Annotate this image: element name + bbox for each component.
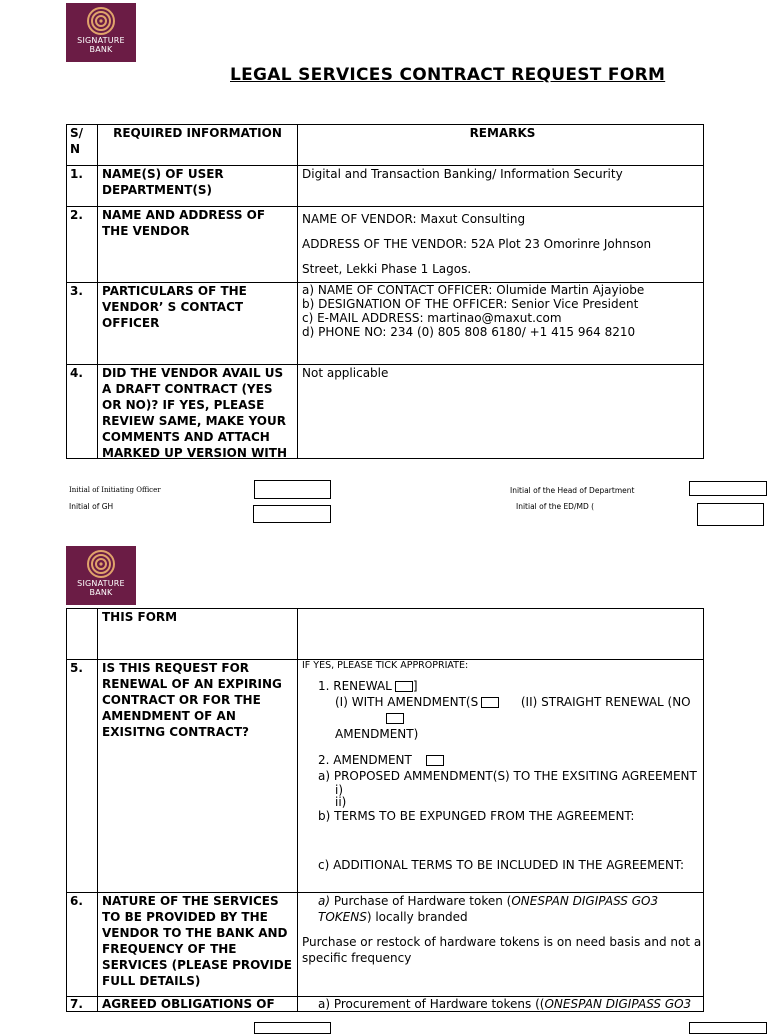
row-value [298, 660, 704, 893]
contact-officer-email: c) E-MAIL ADDRESS: martinao@maxut.com [302, 311, 562, 325]
gh-label: Initial of GH [69, 502, 114, 511]
row-number: 1. [67, 166, 98, 207]
vendor-name: NAME OF VENDOR: Maxut Consulting [302, 212, 526, 226]
logo-text-line2: BANK [89, 588, 113, 597]
proposed-amendments: a) PROPOSED AMMENDMENT(S) TO THE EXSITING AGREEMENT [318, 769, 697, 783]
renewal-checkbox[interactable] [395, 681, 413, 692]
row-label: NATURE OF THE SERVICES TO BE PROVIDED BY THE VENDOR TO THE BANK AND FREQUENCY OF THE SERVICES (PLEASE PROVIDE FULL DETAILS) [98, 893, 298, 997]
page-title: LEGAL SERVICES CONTRACT REQUEST FORM [230, 65, 666, 85]
row-number: 6. [67, 893, 98, 997]
table-row [67, 283, 704, 365]
table-row [67, 166, 704, 207]
row-number: 5. [67, 660, 98, 893]
tick-instruction: IF YES, PLEASE TICK APPROPRIATE: [302, 660, 469, 671]
form-table-page2 [66, 608, 704, 1012]
logo-text-line1: SIGNATURE [77, 36, 125, 45]
initiating-officer-label: Initial of Initiating Officer [69, 486, 161, 494]
row-value: a) Procurement of Hardware tokens ((ONESPAN DIGIPASS GO3 [298, 997, 704, 1012]
header-sn: S/N [67, 125, 98, 166]
spiral-logo-icon [86, 549, 116, 579]
bank-logo [66, 3, 136, 62]
row-label: NAME AND ADDRESS OF THE VENDOR [98, 207, 298, 283]
row-label: PARTICULARS OF THE VENDOR’ S CONTACT OFFICER [98, 283, 298, 365]
header-remarks: REMARKS [298, 125, 704, 166]
row-label: DID THE VENDOR AVAIL US A DRAFT CONTRACT (YES OR NO)? IF YES, PLEASE REVIEW SAME, MAKE YOUR COMMENTS AND ATTACH MARKED UP VERSION WITH [98, 365, 298, 459]
row-number: 7. [67, 997, 98, 1012]
row-value [298, 283, 704, 365]
hod-initial-box[interactable] [689, 481, 767, 496]
logo-text-line2: BANK [89, 45, 113, 54]
initiating-officer-initial-box[interactable] [254, 480, 331, 499]
vendor-address-line2: Street, Lekki Phase 1 Lagos. [302, 262, 472, 276]
straight-renewal-checkbox[interactable] [386, 713, 404, 724]
with-amendment-checkbox[interactable] [481, 697, 499, 708]
edmd-label: Initial of the ED/MD ( [516, 502, 595, 511]
amendment-close-text: AMENDMENT) [335, 727, 419, 741]
vendor-address-line1: ADDRESS OF THE VENDOR: 52A Plot 23 Omorinre Johnson [302, 237, 652, 251]
row-number: 4. [67, 365, 98, 459]
row-label: AGREED OBLIGATIONS OF [98, 997, 298, 1012]
additional-terms: c) ADDITIONAL TERMS TO BE INCLUDED IN THE AGREEMENT: [318, 858, 685, 872]
bank-logo [66, 546, 136, 605]
table-header-row [67, 125, 704, 166]
row-value [298, 207, 704, 283]
header-required-information: REQUIRED INFORMATION [98, 125, 298, 166]
gh-initial-box[interactable] [253, 505, 331, 523]
service-frequency-note: Purchase or restock of hardware tokens is on need basis and not a specific frequency [302, 935, 702, 965]
renewal-label: 1. RENEWAL [318, 679, 392, 693]
spiral-logo-icon [86, 6, 116, 36]
service-item-a: a) Purchase of Hardware token (ONESPAN DIGIPASS GO3 TOKENS) locally branded [318, 894, 659, 924]
form-table-page1 [66, 124, 704, 459]
table-row [67, 365, 704, 459]
row-label: NAME(S) OF USER DEPARTMENT(S) [98, 166, 298, 207]
renewal-option: 1. RENEWAL ] [318, 679, 418, 693]
contact-officer-name: a) NAME OF CONTACT OFFICER: Olumide Martin Ajayiobe [302, 283, 645, 297]
row-label: IS THIS REQUEST FOR RENEWAL OF AN EXPIRING CONTRACT OR FOR THE AMENDMENT OF AN EXISITNG CONTRACT? [98, 660, 298, 893]
table-row [67, 207, 704, 283]
row-number: 3. [67, 283, 98, 365]
with-amendment-label: (I) WITH AMENDMENT(S [335, 695, 479, 709]
table-row [67, 893, 704, 997]
terms-expunged: b) TERMS TO BE EXPUNGED FROM THE AGREEMENT: [318, 809, 635, 823]
logo-text-line1: SIGNATURE [77, 579, 125, 588]
row-number: 2. [67, 207, 98, 283]
edmd-initial-box[interactable] [697, 503, 764, 526]
contact-officer-designation: b) DESIGNATION OF THE OFFICER: Senior Vice President [302, 297, 639, 311]
amendment-option [302, 752, 703, 768]
proposed-item-ii: ii) [335, 795, 347, 809]
table-row [67, 660, 704, 893]
renewal-suboptions [302, 694, 703, 726]
amendment-checkbox[interactable] [426, 755, 444, 766]
row-value [298, 893, 704, 997]
hod-label: Initial of the Head of Department [510, 486, 635, 495]
contact-officer-phone: d) PHONE NO: 234 (0) 805 808 6180/ +1 415 964 8210 [302, 325, 636, 339]
amendment-label: 2. AMENDMENT [318, 753, 412, 767]
proposed-item-i: i) [335, 783, 344, 797]
row-label-continued: THIS FORM [98, 609, 298, 660]
table-row [67, 609, 704, 660]
table-row [67, 997, 704, 1012]
straight-renewal-label: (II) STRAIGHT RENEWAL (NO [520, 695, 691, 709]
row-value: Not applicable [298, 365, 704, 459]
row-value: Digital and Transaction Banking/ Information Security [298, 166, 704, 207]
